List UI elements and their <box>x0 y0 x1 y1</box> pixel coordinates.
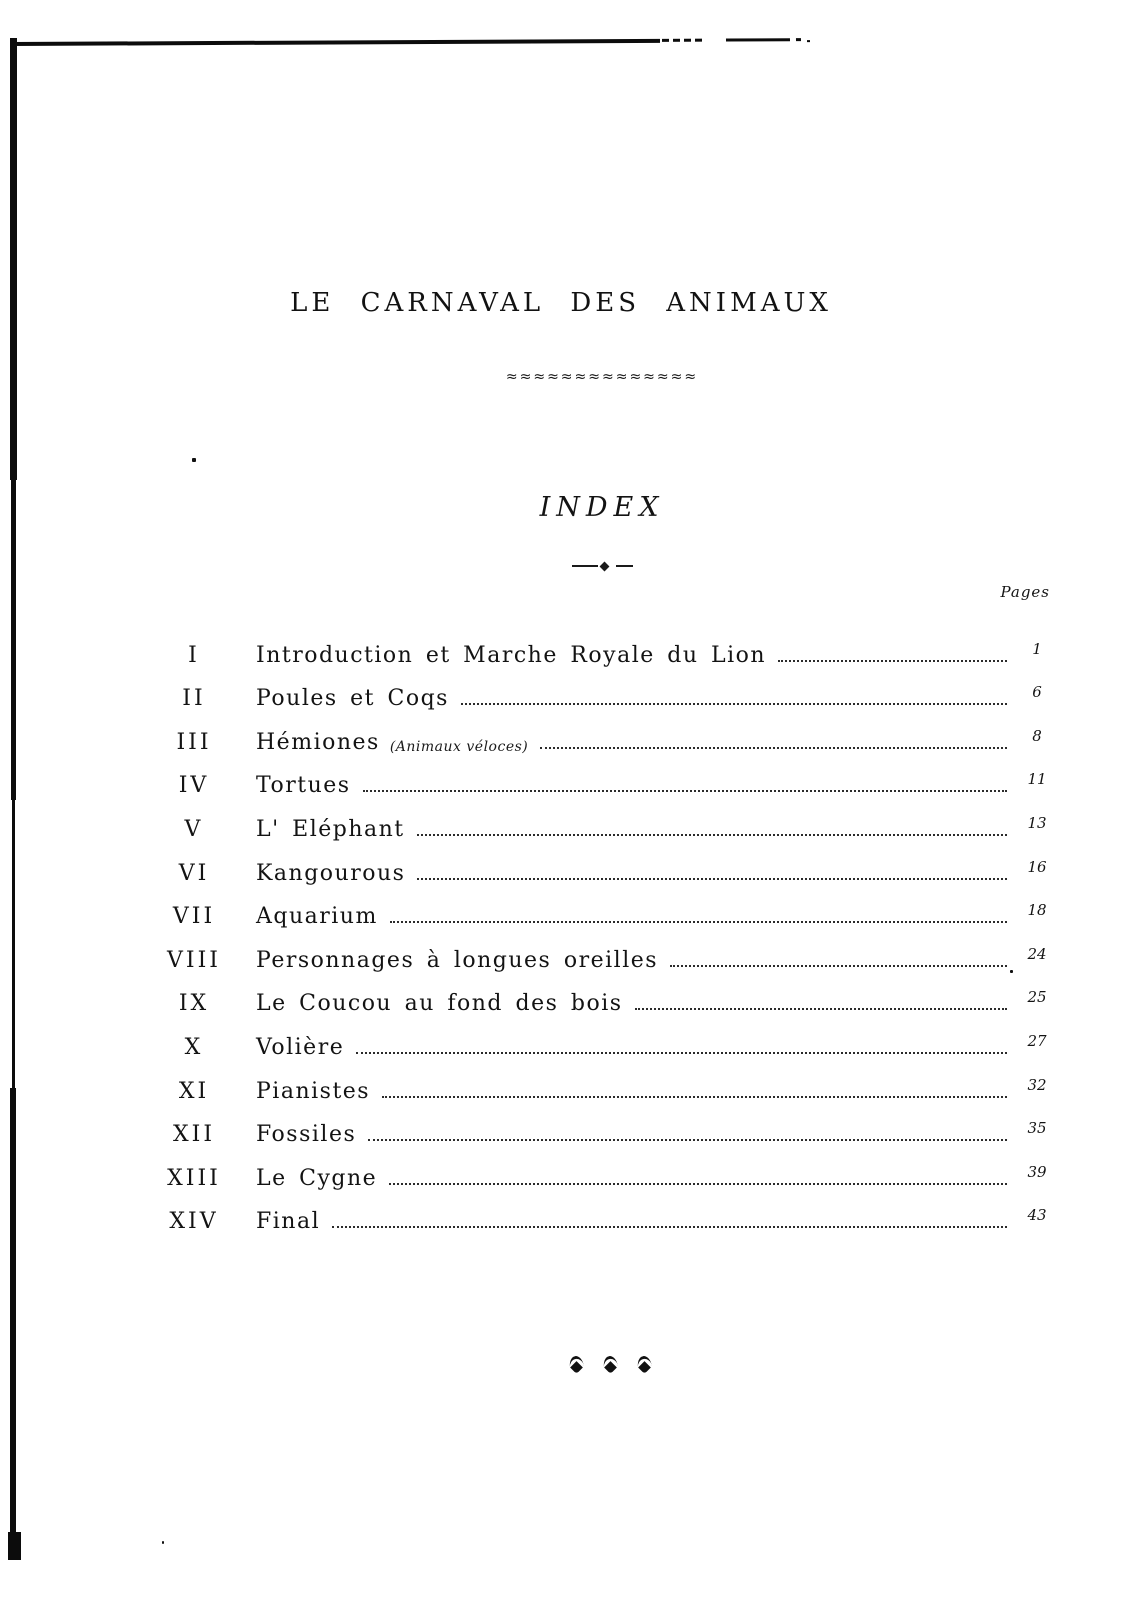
toc-numeral: VI <box>178 860 210 886</box>
top-rule-segment <box>662 39 706 42</box>
toc-title: Poules et Coqs <box>256 686 449 712</box>
work-title: LE CARNAVAL DES ANIMAUX <box>290 288 832 318</box>
toc-row <box>148 846 1065 890</box>
dotted-leader <box>390 921 1007 923</box>
toc-row <box>148 890 1065 934</box>
toc-numeral: X <box>184 1034 204 1060</box>
fleuron-icon <box>602 1356 618 1376</box>
toc-title: Final <box>256 1209 321 1235</box>
toc-title: Personnages à longues oreilles <box>256 947 659 973</box>
dotted-leader <box>382 1096 1007 1098</box>
toc-row <box>148 628 1065 672</box>
dotted-leader <box>332 1226 1007 1228</box>
toc-numeral: VII <box>172 904 216 930</box>
scan-edge-artifact <box>11 478 16 800</box>
dotted-leader <box>635 1008 1007 1010</box>
top-rule-segment <box>807 40 810 42</box>
toc-title: Volière <box>256 1034 345 1060</box>
dotted-leader <box>363 790 1007 792</box>
toc-title: Fossiles <box>256 1122 357 1148</box>
toc-row <box>148 1151 1065 1195</box>
toc-row <box>148 1108 1065 1152</box>
toc-page-number: 1 <box>1032 639 1042 658</box>
top-rule-segment <box>796 38 801 41</box>
toc-page-number: 13 <box>1027 813 1047 832</box>
toc-title: Hémiones <box>256 729 380 755</box>
dotted-leader <box>417 878 1007 880</box>
toc-page-number: 24 <box>1027 944 1047 963</box>
toc-page-number: 18 <box>1027 901 1047 920</box>
toc-numeral: V <box>184 816 204 842</box>
index-heading: INDEX <box>539 492 665 523</box>
toc-numeral: III <box>176 729 212 755</box>
dotted-leader <box>461 703 1007 705</box>
toc-numeral: VIII <box>167 947 221 973</box>
top-rule-artifact <box>12 36 812 48</box>
toc-row <box>148 1020 1065 1064</box>
toc-row <box>148 1064 1065 1108</box>
toc-page-number: 6 <box>1032 683 1042 702</box>
toc-title: Kangourous <box>256 860 406 886</box>
dotted-leader <box>356 1052 1007 1054</box>
scan-edge-artifact <box>8 1532 21 1560</box>
toc-numeral: I <box>188 642 200 668</box>
toc-title-note: (Animaux véloces) <box>389 738 529 755</box>
toc-page-number: 11 <box>1027 770 1047 789</box>
toc-numeral: II <box>182 686 206 712</box>
divider-ornament <box>0 560 1132 572</box>
dotted-leader <box>540 747 1007 749</box>
toc-title: L' Eléphant <box>256 816 405 842</box>
toc-page-number: 25 <box>1027 988 1047 1007</box>
toc-row <box>148 759 1065 803</box>
scan-noise-dot <box>162 1541 164 1544</box>
dotted-leader <box>368 1139 1007 1141</box>
toc-page-number: 39 <box>1027 1162 1047 1181</box>
toc-row <box>148 802 1065 846</box>
toc-title: Tortues <box>256 773 351 799</box>
toc-row <box>148 977 1065 1021</box>
toc-numeral: XII <box>172 1122 216 1148</box>
toc-page-number: 27 <box>1027 1031 1047 1050</box>
table-of-contents <box>148 628 1065 1238</box>
top-rule-segment <box>726 38 790 41</box>
dotted-leader <box>417 834 1007 836</box>
ornament-row-bottom <box>0 1356 1132 1376</box>
toc-title: Pianistes <box>256 1078 371 1104</box>
toc-title: Le Coucou au fond des bois <box>256 991 623 1017</box>
toc-row <box>148 715 1065 759</box>
toc-numeral: IV <box>178 773 210 799</box>
scan-edge-artifact <box>10 1088 16 1546</box>
diamond-icon <box>599 561 609 571</box>
toc-numeral: XIV <box>169 1209 219 1235</box>
scan-edge-artifact <box>12 798 15 1090</box>
dotted-leader <box>778 660 1007 662</box>
toc-title: Le Cygne <box>256 1165 378 1191</box>
ornament-row-icon: ≈≈≈≈≈≈≈≈≈≈≈≈≈≈ <box>505 369 699 385</box>
toc-row <box>148 672 1065 716</box>
dotted-leader <box>389 1183 1007 1185</box>
toc-numeral: IX <box>178 991 210 1017</box>
divider-line <box>572 565 598 567</box>
toc-page-number: 35 <box>1027 1119 1047 1138</box>
toc-page-number: 43 <box>1027 1206 1047 1225</box>
toc-numeral: XI <box>178 1078 210 1104</box>
divider-line <box>616 565 633 567</box>
toc-title: Aquarium <box>256 904 378 930</box>
toc-row <box>148 1195 1065 1239</box>
dotted-leader <box>670 965 1007 967</box>
fleuron-icon <box>568 1356 584 1376</box>
toc-page-number: 32 <box>1027 1075 1047 1094</box>
top-rule-segment <box>12 39 660 46</box>
toc-title: Introduction et Marche Royale du Lion <box>256 642 767 668</box>
fleuron-icon <box>636 1356 652 1376</box>
toc-page-number: 16 <box>1027 857 1047 876</box>
toc-page-number: 8 <box>1032 726 1042 745</box>
scan-noise-dot <box>192 458 196 462</box>
toc-row <box>148 933 1065 977</box>
toc-numeral: XIII <box>167 1165 221 1191</box>
scan-edge-artifact <box>10 38 17 480</box>
pages-column-label: Pages <box>1000 583 1050 601</box>
